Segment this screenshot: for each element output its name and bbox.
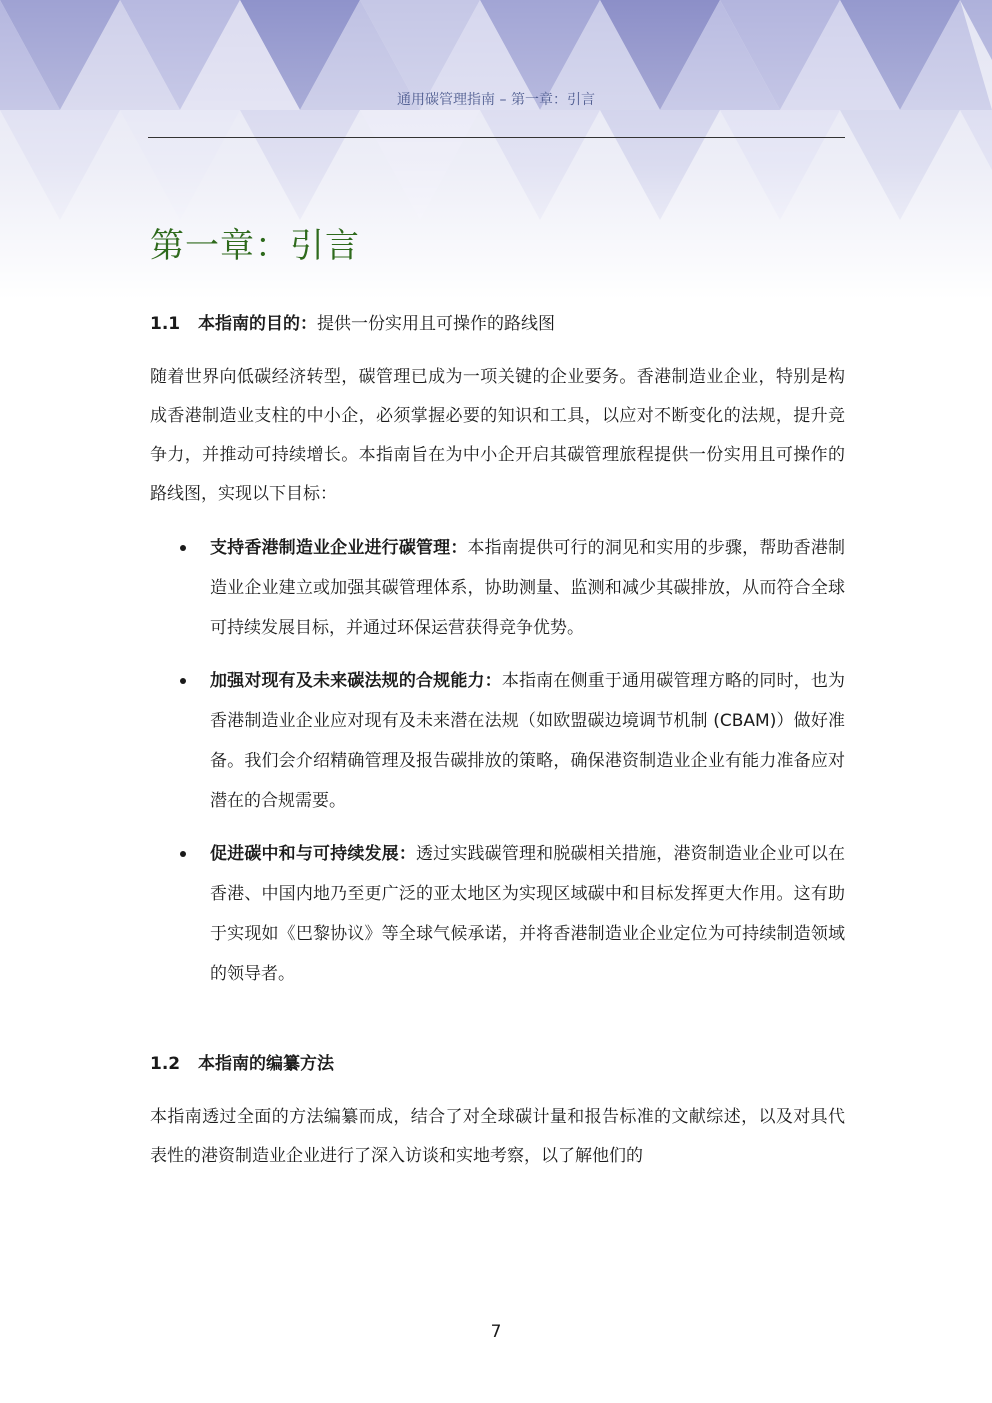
section-subtitle: 提供一份实用且可操作的路线图 <box>317 314 555 334</box>
section-number: 1.2 <box>150 1054 181 1074</box>
section-number: 1.1 <box>150 314 181 334</box>
section-title: 本指南的目的： <box>198 314 317 334</box>
list-item-text: 本指南在侧重于通用碳管理方略的同时，也为香港制造业企业应对现有及未来潜在法规（如欧盟碳边境调节机制 (CBAM)）做好准备。我们会介绍精确管理及报告碳排放的策略，确保港资制造业企业有能力准备应对潜在的合规需要。 <box>210 671 846 811</box>
header-background-pattern <box>0 0 992 300</box>
list-item-lead: 加强对现有及未来碳法规的合规能力： <box>210 671 502 691</box>
section-title: 本指南的编纂方法 <box>198 1054 334 1074</box>
chapter-title: 第一章：引言 <box>150 226 360 266</box>
section-heading-1-2 <box>150 1048 845 1080</box>
objectives-list <box>150 528 845 994</box>
list-item <box>150 661 845 821</box>
bullet-icon <box>180 851 186 857</box>
list-item-lead: 支持香港制造业企业进行碳管理： <box>210 538 468 558</box>
list-item-text: 本指南提供可行的洞见和实用的步骤，帮助香港制造业企业建立或加强其碳管理体系，协助测量、监测和减少其碳排放，从而符合全球可持续发展目标，并通过环保运营获得竞争优势。 <box>210 538 845 638</box>
running-header: 通用碳管理指南 – 第一章：引言 <box>397 92 595 108</box>
page-content <box>150 308 845 1176</box>
list-item-text: 透过实践碳管理和脱碳相关措施，港资制造业企业可以在香港、中国内地乃至更广泛的亚太地区为实现区域碳中和目标发挥更大作用。这有助于实现如《巴黎协议》等全球气候承诺，并将香港制造业企业定位为可持续制造领域的领导者。 <box>210 844 845 984</box>
section-heading-1-1 <box>150 308 845 340</box>
section-1-1-intro: 随着世界向低碳经济转型，碳管理已成为一项关键的企业要务。香港制造业企业，特别是构成香港制造业支柱的中小企，必须掌握必要的知识和工具，以应对不断变化的法规，提升竞争力，并推动可持续增长。本指南旨在为中小企开启其碳管理旅程提供一份实用且可操作的路线图，实现以下目标： <box>150 367 845 504</box>
section-1-2 <box>150 1048 845 1176</box>
bullet-icon <box>180 678 186 684</box>
page-number: 7 <box>490 1322 502 1342</box>
list-item <box>150 528 845 648</box>
list-item-lead: 促进碳中和与可持续发展： <box>210 844 416 864</box>
bullet-icon <box>180 545 186 551</box>
list-item <box>150 834 845 994</box>
header-divider <box>148 137 845 138</box>
section-1-2-intro: 本指南透过全面的方法编纂而成，结合了对全球碳计量和报告标准的文献综述，以及对具代表性的港资制造业企业进行了深入访谈和实地考察，以了解他们的 <box>150 1107 845 1166</box>
